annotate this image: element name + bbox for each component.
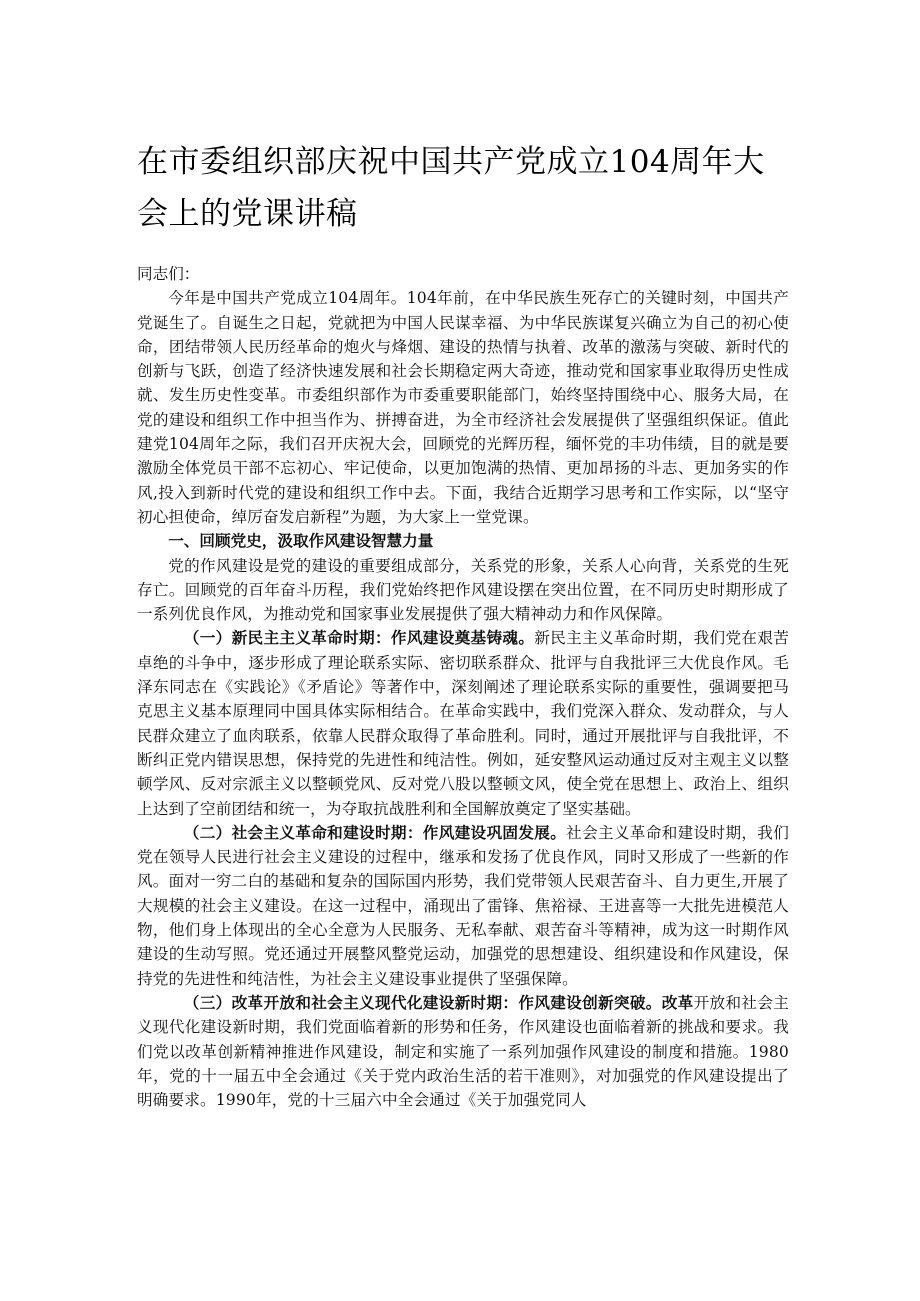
subsection-3-paragraph (137, 991, 789, 1112)
intro-paragraph: 今年是中国共产党成立104周年。104年前，在中华民族生死存亡的关键时刻，中国共产党诞生了。自诞生之日起，党就把为中国人民谋幸福、为中华民族谋复兴确立为自己的初心使命，团结带领人民历经革命的炮火与烽烟、建设的热情与执着、改革的激荡与突破、新时代的创新与飞跃，创造了经济快速发展和社会长期稳定两大奇迹，推动党和国家事业取得历史性成就、发生历史性变革。市委组织部作为市委重要职能部门，始终坚持围绕中心、服务大局，在党的建设和组织工作中担当作为、拼搏奋进，为全市经济社会发展提供了坚强组织保证。值此建党104周年之际，我们召开庆祝大会，回顾党的光辉历程，缅怀党的丰功伟绩，目的就是要激励全体党员干部不忘初心、牢记使命，以更加饱满的热情、更加昂扬的斗志、更加务实的作风,投入到新时代党的建设和组织工作中去。下面，我结合近期学习思考和工作实际，以“坚守初心担使命，绰厉奋发启新程”为题，为大家上一堂党课。 (137, 289, 789, 526)
section-1-intro-paragraph: 党的作风建设是党的建设的重要组成部分，关系党的形象，关系人心向背，关系党的生死存亡。回顾党的百年奋斗历程，我们党始终把作风建设摆在突出位置，在不同历史时期形成了一系列优良作风，为推动党和国家事业发展提供了强大精神动力和作风保障。 (137, 556, 789, 624)
section-1-heading: 一、回顾党史，汲取作风建设智慧力量 (168, 531, 434, 551)
document-page (137, 136, 789, 1112)
subsection-3-heading: （三）改革开放和社会主义现代化建设新时期：作风建设创新突破。改革 (183, 992, 694, 1012)
subsection-2-body: 社会主义革命和建设时期，我们党在领导人民进行社会主义建设的过程中，继承和发扬了优良作风，同时又形成了一些新的作风。面对一穷二白的基础和复杂的国际国内形势，我们党带领人民艰苦奋斗、自力更生,开展了大规模的社会主义建设。在这一过程中，涌现出了雷锋、焦裕禄、王进喜等一大批先进模范人物，他们身上体现出的全心全意为人民服务、无私奉献、艰苦奋斗等精神，成为这一时期作风建设的生动写照。党还通过开展整风整党运动，加强党的思想建设、组织建设和作风建设，保持党的先进性和纯洁性，为社会主义建设事业提供了坚强保障。 (137, 823, 789, 988)
subsection-1-paragraph (137, 626, 789, 820)
subsection-2-paragraph (137, 821, 789, 991)
subsection-1-heading: （一）新民主主义革命时期：作风建设奠基铸魂。 (183, 628, 535, 648)
subsection-3-body: 开放和社会主义现代化建设新时期，我们党面临着新的形势和任务，作风建设也面临着新的挑战和要求。我们党以改革创新精神推进作风建设，制定和实施了一系列加强作风建设的制度和措施。1980年，党的十一届五中全会通过《关于党内政治生活的若干准则》，对加强党的作风建设提出了明确要求。1990年，党的十三届六中全会通过《关于加强党同人 (137, 993, 789, 1110)
subsection-2-heading: （二）社会主义革命和建设时期：作风建设巩固发展。 (183, 822, 567, 842)
greeting: 同志们： (137, 265, 200, 283)
subsection-1-body: 新民主主义革命时期，我们党在艰苦卓绝的斗争中，逐步形成了理论联系实际、密切联系群众、批评与自我批评三大优良作风。毛泽东同志在《实践论》《矛盾论》等著作中，深刻阐述了理论联系实际的重要性，强调要把马克思主义基本原理同中国具体实际相结合。在革命实践中，我们党深入群众、发动群众，与人民群众建立了血肉联系，依靠人民群众取得了革命胜利。同时，通过开展批评与自我批评，不断纠正党内错误思想，保持党的先进性和纯洁性。例如，延安整风运动通过反对主观主义以整顿学风、反对宗派主义以整顿党风、反对党八股以整顿文风，使全党在思想上、政治上、组织上达到了空前团结和统一，为夺取抗战胜利和全国解放奠定了坚实基础。 (137, 629, 789, 818)
document-title: 在市委组织部庆祝中国共产党成立104周年大会上的党课讲稿 (137, 144, 765, 232)
